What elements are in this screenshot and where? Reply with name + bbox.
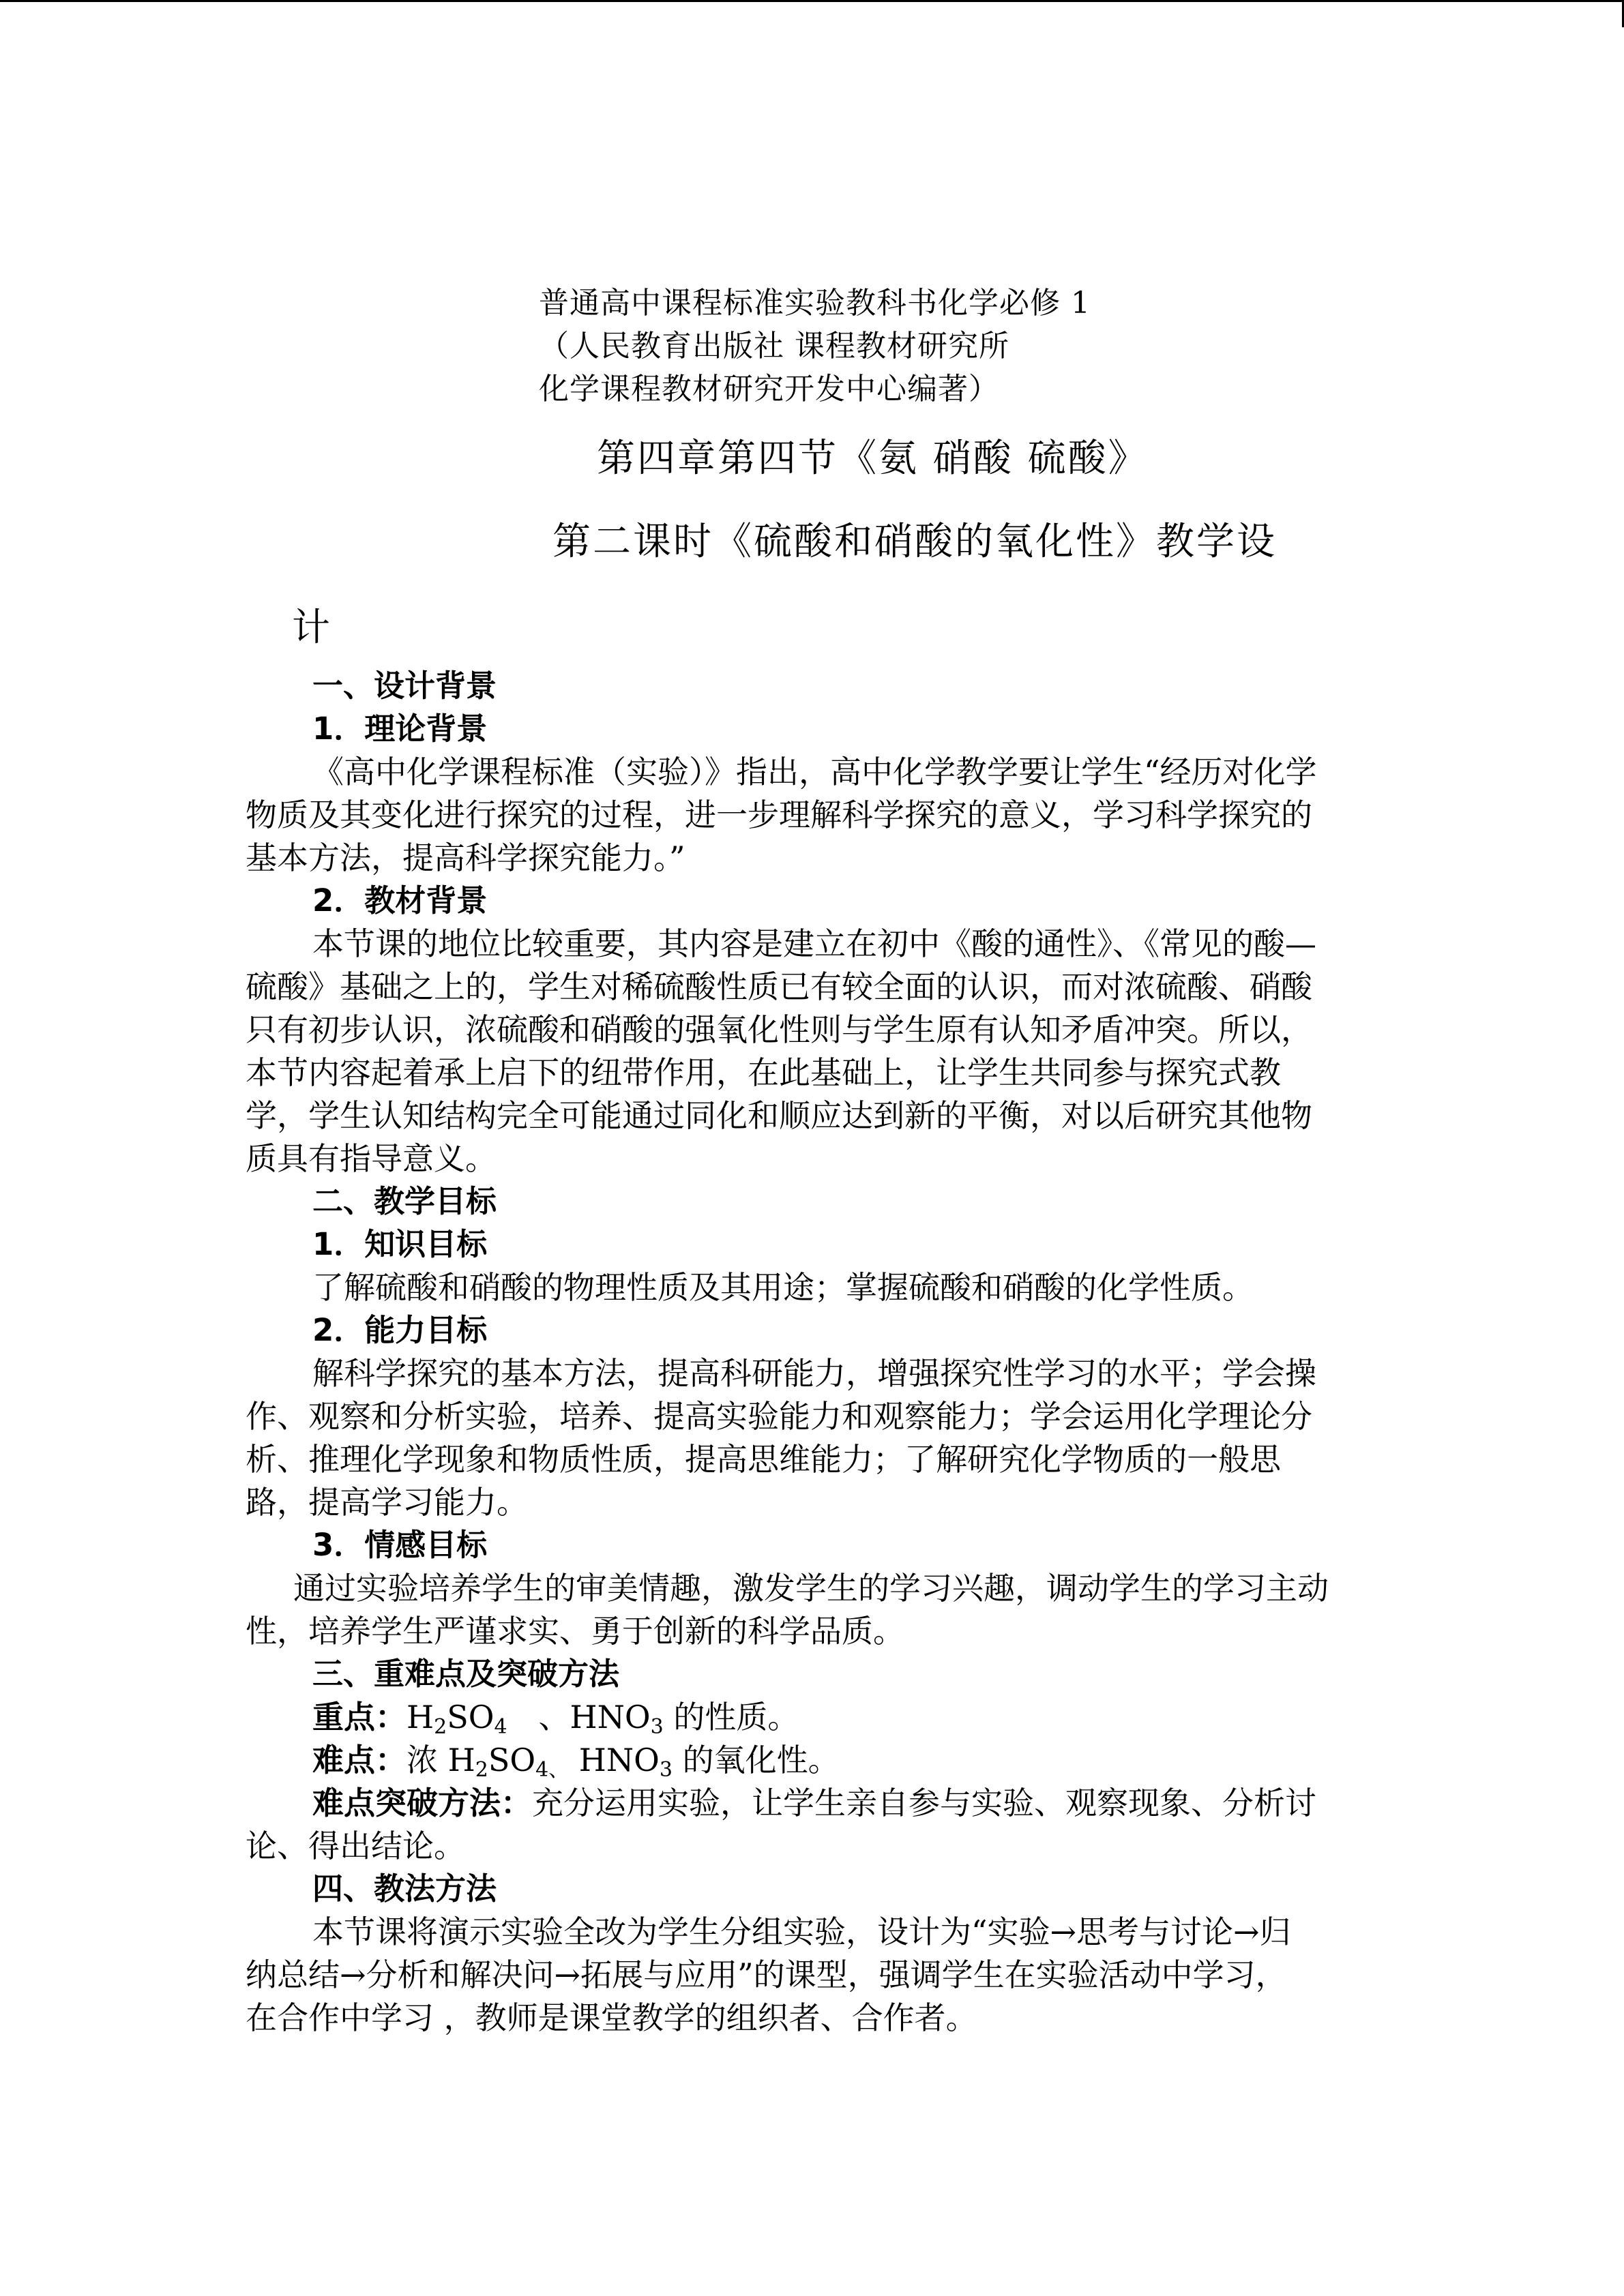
paragraph-textbook-line: 只有初步认识，浓硫酸和硝酸的强氧化性则与学生原有认知矛盾冲突。所以， bbox=[246, 1011, 1312, 1048]
source-line-1: 普通高中课程标准实验教科书化学必修 1 bbox=[539, 286, 1091, 320]
subheading-theory: 1．理论背景 bbox=[312, 711, 488, 747]
section-heading-key-points: 三、重难点及突破方法 bbox=[312, 1656, 620, 1692]
key-point-tail: 的性质。 bbox=[663, 1699, 799, 1735]
paragraph-theory-line: 基本方法，提高科学探究能力。” bbox=[246, 839, 685, 876]
section-heading-objectives: 二、教学目标 bbox=[312, 1183, 497, 1219]
paragraph-textbook-line: 硫酸》基础之上的，学生对稀硫酸性质已有较全面的认识，而对浓硫酸、硝酸 bbox=[246, 968, 1312, 1005]
method-text: 充分运用实验，让学生亲自参与实验、观察现象、分析讨 bbox=[532, 1785, 1316, 1821]
paragraph-ability-line: 解科学探究的基本方法，提高科研能力，增强探究性学习的水平；学会操 bbox=[312, 1355, 1316, 1392]
paragraph-textbook-line: 本节课的地位比较重要，其内容是建立在初中《酸的通性》、《常见的酸— bbox=[312, 925, 1316, 962]
paragraph-methods-line: 本节课将演示实验全改为学生分组实验，设计为“实验→思考与讨论→归 bbox=[312, 1913, 1291, 1950]
paragraph-ability-line: 析、推理化学现象和物质性质，提高思维能力；了解研究化学物质的一般思 bbox=[246, 1441, 1281, 1478]
formula-text: HNO bbox=[569, 1742, 660, 1778]
formula-text: SO bbox=[488, 1742, 536, 1778]
source-line-3: 化学课程教材研究开发中心编著） bbox=[539, 372, 999, 406]
method-label: 难点突破方法： bbox=[312, 1785, 532, 1821]
key-point-line bbox=[312, 1696, 799, 1738]
difficulty-label: 难点： bbox=[312, 1742, 407, 1778]
paragraph-textbook-line: 学，学生认知结构完全可能通过同化和顺应达到新的平衡，对以后研究其他物 bbox=[246, 1097, 1312, 1134]
formula-subscript: 4 bbox=[494, 1715, 507, 1739]
paragraph-ability-line: 作、观察和分析实验，培养、提高实验能力和观察能力；学会运用化学理论分 bbox=[246, 1398, 1312, 1435]
lesson-title-line-2: 计 bbox=[292, 606, 332, 650]
section-heading-methods: 四、教法方法 bbox=[312, 1870, 497, 1907]
paragraph-methods-line: 在合作中学习 ，教师是课堂教学的组织者、合作者。 bbox=[246, 1999, 977, 2036]
method-line bbox=[312, 1782, 1316, 1824]
formula-subscript: 4、 bbox=[535, 1758, 570, 1782]
difficulty-tail: 的氧化性。 bbox=[672, 1742, 840, 1778]
paragraph-ability-line: 路，提高学习能力。 bbox=[246, 1484, 528, 1521]
formula-subscript: 3 bbox=[650, 1715, 664, 1739]
top-border bbox=[0, 0, 1624, 2]
paragraph-emotion-line: 通过实验培养学生的审美情趣，激发学生的学习兴趣，调动学生的学习主动 bbox=[293, 1570, 1329, 1607]
section-heading-background: 一、设计背景 bbox=[312, 668, 497, 704]
subheading-textbook: 2．教材背景 bbox=[312, 882, 488, 919]
paragraph-textbook-line: 本节内容起着承上启下的纽带作用，在此基础上，让学生共同参与探究式教 bbox=[246, 1054, 1281, 1091]
subheading-knowledge: 1．知识目标 bbox=[312, 1226, 488, 1262]
key-point-label: 重点： bbox=[312, 1699, 407, 1735]
paragraph-knowledge: 了解硫酸和硝酸的物理性质及其用途；掌握硫酸和硝酸的化学性质。 bbox=[312, 1269, 1254, 1306]
paragraph-emotion-line: 性，培养学生严谨求实、勇于创新的科学品质。 bbox=[246, 1613, 904, 1650]
difficulty-line bbox=[312, 1739, 840, 1781]
subheading-emotion: 3．情感目标 bbox=[312, 1527, 488, 1563]
paragraph-textbook-line: 质具有指导意义。 bbox=[246, 1140, 497, 1177]
subheading-ability: 2．能力目标 bbox=[312, 1312, 488, 1348]
formula-subscript: 2 bbox=[475, 1758, 488, 1782]
chapter-title: 第四章第四节《氨 硝酸 硫酸》 bbox=[597, 436, 1149, 481]
paragraph-theory-line: 《高中化学课程标准（实验）》指出，高中化学教学要让学生“经历对化学 bbox=[312, 754, 1317, 790]
lesson-title-line-1: 第二课时《硫酸和硝酸的氧化性》教学设 bbox=[552, 520, 1277, 564]
formula-subscript: 2 bbox=[434, 1715, 447, 1739]
paragraph-theory-line: 物质及其变化进行探究的过程，进一步理解科学探究的意义，学习科学探究的 bbox=[246, 796, 1312, 833]
paragraph-methods-line: 纳总结→分析和解决问→拓展与应用”的课型，强调学生在实验活动中学习， bbox=[246, 1956, 1287, 1993]
source-line-2: （人民教育出版社 课程教材研究所 bbox=[539, 329, 1009, 363]
formula-text: 、HNO bbox=[507, 1699, 651, 1735]
formula-text: SO bbox=[447, 1699, 494, 1735]
formula-subscript: 3 bbox=[659, 1758, 673, 1782]
method-line-2: 论、得出结论。 bbox=[246, 1828, 465, 1864]
formula-text: H bbox=[407, 1699, 434, 1735]
formula-text: 浓 H bbox=[407, 1742, 475, 1778]
